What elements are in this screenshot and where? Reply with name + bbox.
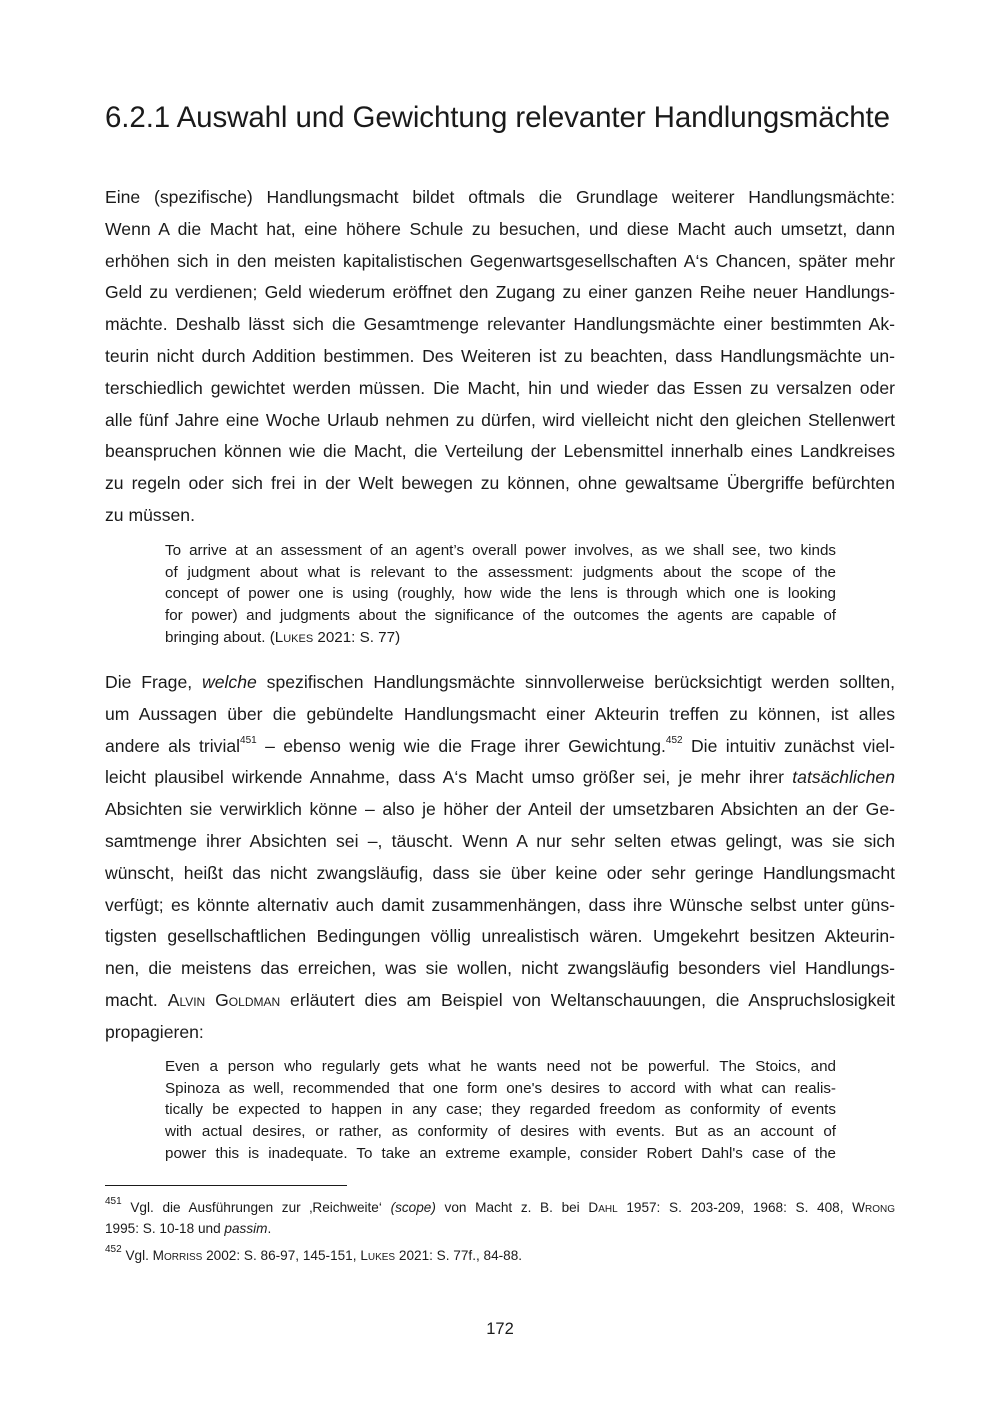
author-name: Lukes	[360, 1248, 396, 1263]
text-segment: andere als trivial	[105, 735, 241, 756]
citation-text: 2021: S. 77)	[313, 628, 401, 646]
text-segment: Die intuitiv zunächst viel-	[682, 735, 895, 756]
text-line: Eine (spezifische) Handlungsmacht bildet oftmals die Grundlage weiterer Handlungsmächte:	[105, 187, 895, 207]
text-line: teurin nicht durch Addition bestimmen. Des Weiteren ist zu beachten, dass Handlungsmächte un-	[105, 345, 895, 366]
text-line: Geld zu verdienen; Geld wiederum eröffnet den Zugang zu einer ganzen Reihe neuer Handlungs-	[105, 282, 895, 303]
footnote-text: .	[267, 1221, 272, 1236]
text-segment: spezifischen Handlungsmächte sinnvollerweise berücksichtigt werden sollten,	[256, 672, 895, 692]
footnote-text: 1995: S. 10-18 und	[105, 1221, 225, 1236]
author-name: Dahl	[588, 1200, 618, 1215]
footnote-number: 451	[105, 1196, 122, 1208]
emphasis: tatsächlichen	[792, 767, 895, 788]
footnote-ref-451[interactable]: 451	[240, 734, 257, 746]
quote-line: Even a person who regularly gets what he wants need not be powerful. The Stoics, and	[165, 1058, 836, 1075]
text-line: zu regeln oder sich frei in der Welt bewegen zu können, ohne gewaltsame Übergriffe befürchten	[105, 473, 895, 494]
text-line: alle fünf Jahre eine Woche Urlaub nehmen zu dürfen, wird vielleicht nicht den gleichen Stellenwert	[105, 409, 895, 430]
text-segment: erläutert dies am Beispiel von Weltanschauungen, die Anspruchslosigkeit	[280, 989, 895, 1010]
footnote-line	[105, 1218, 895, 1239]
quote-line: concept of power one is using (roughly, how wide the lens is through which one is looking	[165, 585, 836, 603]
text-line: um Aussagen über die gebündelte Handlungsmacht einer Akteurin treffen zu können, ist alles	[105, 703, 895, 724]
block-quote-lukes	[165, 540, 836, 648]
footnote-ref-452[interactable]: 452	[665, 734, 683, 746]
quote-line: Spinoza as well, recommended that one form one's desires to accord with what can realis-	[165, 1079, 836, 1097]
section-heading: 6.2.1 Auswahl und Gewichtung relevanter Handlungsmächte	[105, 101, 890, 134]
quote-line	[165, 627, 836, 649]
text-line: terschiedlich gewichtet werden müssen. Die Macht, hin und wieder das Essen zu versalzen oder	[105, 377, 895, 398]
footnote-text: von Macht z. B. bei	[435, 1200, 589, 1215]
author-name: Morriss	[152, 1248, 203, 1263]
text-line: erhöhen sich in den meisten kapitalistischen Gegenwartsgesellschaften A‘s Chancen, später mehr	[105, 250, 895, 271]
text-segment: – ebenso wenig wie die Frage ihrer Gewichtung.	[256, 735, 666, 756]
quote-line: power this is inadequate. To take an extreme example, consider Robert Dahl's case of the	[165, 1144, 836, 1162]
quote-line: To arrive at an assessment of an agent’s overall power involves, as we shall see, two kinds	[165, 542, 836, 559]
footnote-text: Vgl. die Ausführungen zur ‚Reichweite‘	[121, 1200, 391, 1215]
text-segment: macht.	[105, 989, 168, 1010]
quote-line: for power) and judgments about the significance of the outcomes the agents are capable of	[165, 607, 836, 625]
text-line: Absichten sie verwirklich könne – also je höher der Anteil der umsetzbaren Absichten an der Ge-	[105, 799, 895, 820]
text-line: mächte. Deshalb lässt sich die Gesamtmenge relevanter Handlungsmächte einer bestimmten Ak-	[105, 314, 895, 335]
text-line: wünscht, heißt das nicht zwangsläufig, dass sie über keine oder sehr geringe Handlungsmacht	[105, 862, 895, 883]
footnote-452	[105, 1245, 895, 1266]
text-line	[105, 667, 895, 699]
author-name: Alvin Goldman	[167, 989, 281, 1010]
text-segment: Die Frage,	[105, 672, 203, 692]
text-line: nen, die meistens das erreichen, was sie wollen, nicht zwangsläufig besonders viel Handlungs-	[105, 958, 895, 979]
page-number: 172	[486, 1320, 514, 1338]
text-line	[105, 985, 895, 1017]
footnote-text: Vgl.	[121, 1248, 153, 1263]
footnote-text: 2021: S. 77f., 84-88.	[395, 1248, 523, 1263]
text-line: verfügt; es könnte alternativ auch damit zusammenhängen, dass ihre Wünsche selbst unter güns-	[105, 894, 895, 915]
text-line: zu müssen.	[105, 504, 195, 525]
citation-author: Lukes	[274, 628, 314, 646]
emphasis: passim	[224, 1221, 268, 1236]
text-line: tigsten gesellschaftlichen Bedingungen völlig unrealistisch wären. Umgekehrt besitzen Akteurin-	[105, 926, 895, 947]
footnote-line	[105, 1197, 895, 1218]
quote-line: with actual desires, or rather, as conformity of desires with events. But as an account of	[165, 1123, 836, 1141]
paragraph-1	[105, 182, 895, 532]
text-line: propagieren:	[105, 1021, 204, 1042]
footnote-line	[105, 1245, 895, 1266]
footnote-text: 2002: S. 86-97, 145-151,	[202, 1248, 361, 1263]
text-segment: leicht plausibel wirkende Annahme, dass A‘s Macht umso größer sei, je mehr ihrer	[105, 767, 793, 788]
text-line: Wenn A die Macht hat, eine höhere Schule zu besuchen, und diese Macht auch umsetzt, dann	[105, 218, 895, 239]
footnote-number: 452	[105, 1244, 122, 1256]
text-line: samtmenge ihrer Absichten sei –, täuscht. Wenn A nur sehr selten etwas gelingt, was sie sich	[105, 830, 895, 851]
paragraph-2	[105, 667, 895, 1049]
quote-line: tically be expected to happen in any case; they regarded freedom as conformity of events	[165, 1101, 836, 1119]
emphasis: welche	[202, 672, 257, 692]
footnote-451	[105, 1197, 895, 1239]
footnote-separator	[105, 1185, 347, 1186]
block-quote-goldman	[165, 1056, 836, 1164]
author-name: Wrong	[852, 1200, 895, 1215]
text-line: beanspruchen können wie die Macht, die Verteilung der Lebensmittel innerhalb eines Landkreises	[105, 441, 895, 462]
text-line	[105, 762, 895, 794]
text-line	[105, 731, 895, 763]
footnote-text: 1957: S. 203-209, 1968: S. 408,	[617, 1200, 853, 1215]
quote-text: bringing about. (	[165, 628, 275, 646]
emphasis: (scope)	[390, 1200, 436, 1215]
quote-line: of judgment about what is relevant to the assessment: judgments about the scope of the	[165, 563, 836, 581]
